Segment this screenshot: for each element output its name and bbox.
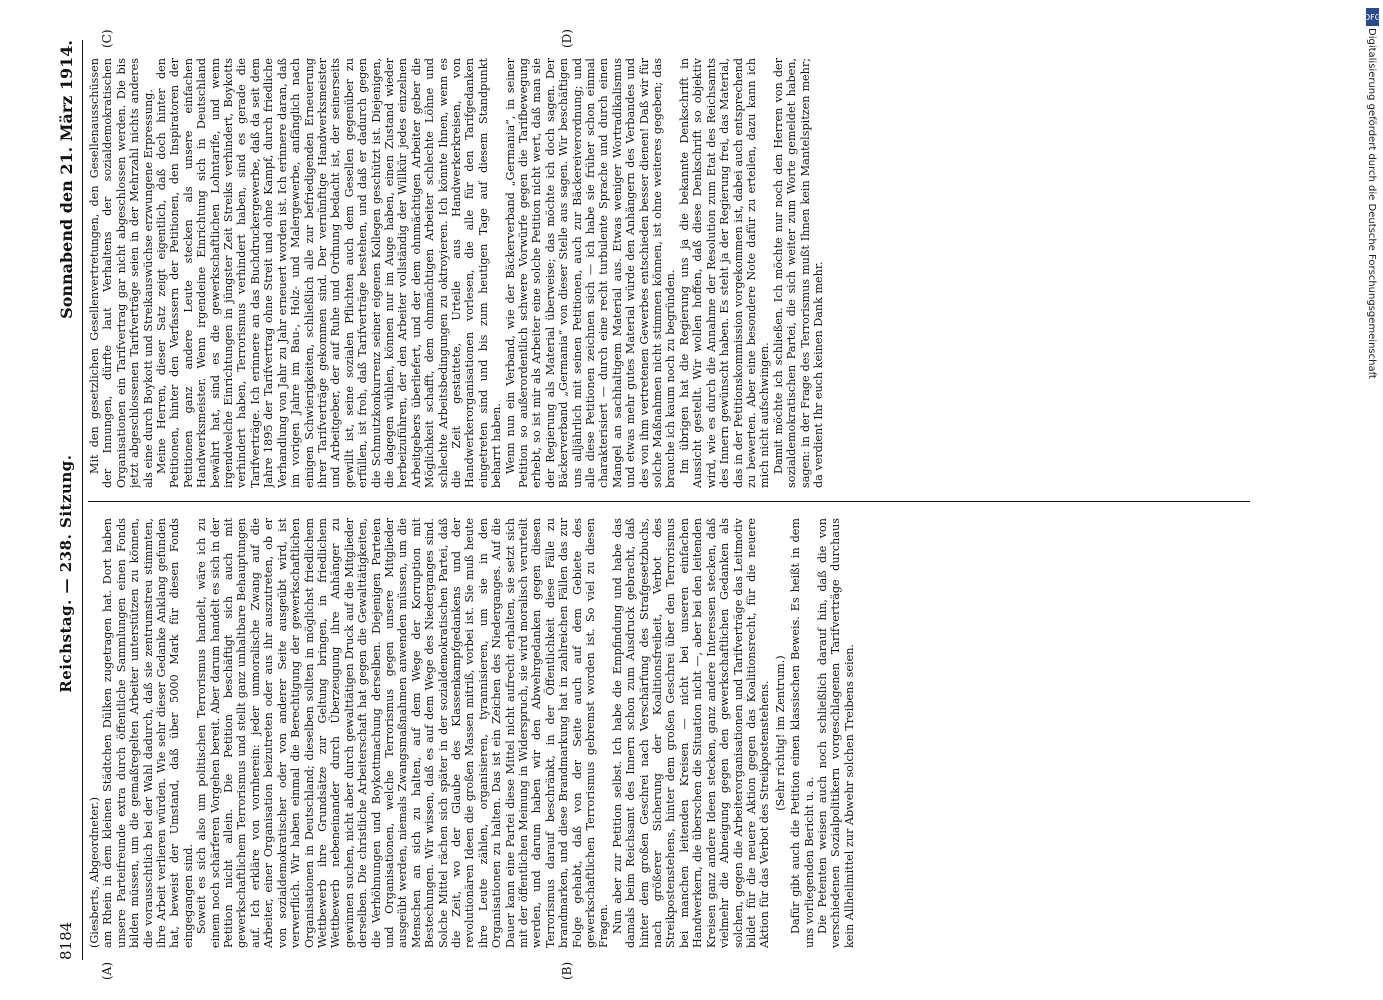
right-text-column [88,58,1246,488]
paragraph: Im übrigen hat die Regierung uns ja die bekannte Denkschrift in Aussicht gestellt. Wir wollen hoffen, daß diese Denkschrift so objektiv wird, wie es durch die Annahme der Resolution zum Etat des Reichsamts des Innern gewünscht haben. Es steht ja der Regierung frei, das Material, das in der Petitionskommission vorgekommen ist, dabei auch entsprechend zu bewerten. Aber eine besondere Note dafür zu erteilen, dazu kann ich mich nicht aufschwingen. [677,58,772,488]
margin-marker-c: (C) [100,29,114,48]
paragraph: Nun aber zur Petition selbst. Ich habe die Empfindung und habe das damals beim Reichsamt des Innern schon zum Ausdruck gebracht, daß hinter dem großen Geschrei nach Verschärfung des Strafgesetzbuchs, nach größerer Sicherung der Koalitionsfreiheit, Verbot des Streikpostenstehens, hinter dem großen Geschrei über den Terrorismus bei manchen leitenden Kreisen — nicht bei unseren einfachen Handwerkern, die überschen die Situation nicht —, aber bei den leitenden Kreisen ganz andere Ideen stecken, ganz andere Interessen stecken, daß vielmehr die Abneigung gegen den gewerkschaftlichen Gedanken als solchen, gegen die Arbeiterorganisationen und Tarifverträge das Leitmotiv bildet für die neuere Aktion gegen das Koalitionsrecht, für die neuere Aktion für das Verbot des Streikpostenstehens. [610,518,772,948]
digitization-credit [1365,8,1379,668]
paragraph: Soweit es sich also um politischen Terrorismus handelt, wäre ich zu einem noch schärferen Vorgehen bereit. Aber darum handelt es sich in der Petition nicht allein. Die Petition beschäftigt sich auch mit gewerkschaftlichem Terrorismus und stellt ganz unhaltbare Behauptungen auf. Ich erkläre von vornherein: jeder unmoralische Zwang auf die Arbeiter, einer Organisation beizutreten oder aus ihr auszutreten, ob er von sozialdemokratischer oder von anderer Seite ausgeübt wird, ist verwerflich. Wir haben einmal die Berechtigung der gewerkschaftlichen Organisationen in Deutschland; dieselben sollten in möglichst friedlichem Wettbewerb ihre Grundsätze zur Geltung bringen, in friedlichem Wettbewerb nebeneinander durch Überzeugung ihre Anhänger zu gewinnen suchen, nicht aber durch gewalttätigen Druck auf die Mitglieder derselben. Die christliche Arbeiterschaft hat gegen die Gewalttätigkeiten, die Verhöhnungen und Boykottmachung derselben. Diejenigen Parteien und Organisationen, welche Terrorismus gegen unsere Mitglieder ausgeübt werden, niemals Zwangsmaßnahmen anwenden müssen, um die Menschen an sich zu halten, auf dem Wege der Korruption mit Bestechungen. Wir wissen, daß es auf dem Wege des Niederganges sind. Solche Mittel rächen sich später in der sozialdemokratischen Partei, daß die Zeit, wo der Glaube des Klassenkampfgedankens und der revolutionären Ideen die großen Massen mitriß, vorbei ist. Sie muß heute ihre Leute zählen, organisieren, tyrannisieren, um sie in den Organisationen zu halten. Das ist ein Zeichen des Niederganges. Auf die Dauer kann eine Partei diese Mittel nicht aufrecht erhalten, sie setzt sich mit der öffentlichen Meinung in Widerspruch, sie wird moralisch verurteilt werden, und darum haben wir den Abwehrgedanken gegen diesen Terrorismus darauf beschränkt, in der Öffentlichkeit diese Fälle zu brandmarken, und diese Brandmarkung hat in zahlreichen Fällen das zur Folge gehabt, daß von der Seite auch auf dem Gebiete des gewerkschaftlichen Terrorismus gebremst worden ist. So viel zu diesen Fragen. [195,518,611,948]
paragraph: (Sehr richtig! im Zentrum.) [773,655,787,811]
credit-text: Digitalisierung gefördert durch die Deutsche Forschungsgemeinschaft [1366,28,1377,379]
page-number: 8184 [57,921,75,960]
paragraph: Damit möchte ich schließen. Ich möchte nur noch den Herren von der sozialdemokratischen Partei, die sich weiter zum Worte gemeldet haben, sagen: in der Frage des Terrorismus mußt Ihnen kein Mantelspitzen mehr; da verdient Ihr euch keinen Dank mehr. [771,58,825,488]
dfg-logo: DFG [1366,8,1379,26]
margin-marker-d: (D) [560,29,574,48]
paragraph: Dafür gibt auch die Petition einen klassischen Beweis. Es heißt in dem uns vorliegenden Bericht u. a. [789,518,816,948]
left-text-column [88,518,1246,948]
session-title: Reichstag. — 238. Sitzung. [57,454,75,693]
header-rule [82,40,83,960]
paragraph: Mit den gesetzlichen Gesellenvertretungen, den Gesellenausschüssen der Innungen, dürfte laut Verhaltens der sozialdemokratischen Organisationen ein Tarifvertrag gar nicht abgeschlossen werden. Die bis jetzt abgeschlossenen Tarifverträge seien in der Mehrzahl nichts anderes als eine durch Boykott und Streikauswüchse erzwungene Erpressung. [88,58,155,488]
session-date: Sonnabend den 21. März 1914. [56,40,76,319]
column-separator [88,501,1250,502]
paragraph: Wenn nun ein Verband, wie der Bäckerverband „Germania“, in seiner Petition so außerordentlich schwere Vorwürfe gegen die Tarifbewegung erhebt, so ist mir als Arbeiter eine solche Petition nicht wert, daß man sie der Regierung als Material überweise; das möchte ich doch sagen. Der Bäckerverband „Germania“ von dieser Stelle aus sagen. Wir beschäftigen uns alljährlich mit seinen Petitionen, auch zur Bäckereiverordnung; und alle diese Petitionen zeichnen sich — ich habe sie früher schon einmal charakterisiert — durch eine recht turbulente Sprache und durch einen Mangel an sachhaltigem Material aus. Etwas weniger Wortradikalismus und etwas mehr gutes Material würde den Anhängern des Verbandes und des von ihm vertretenen Gewerbes entschieden besser dienen! Daß wir für solche Maßnahmen nicht stimmen können, ist ohne weiteres gegeben; das brauche ich kaum noch zu begründen. [503,58,678,488]
page-header [52,40,80,960]
paragraph: Die Petenten weisen auch noch schließlich darauf hin, daß die von verschiedenen Sozialpolitikern vorgeschlagenen Tarifverträge durchaus kein Allheilmittel zur Abwehr solchen Treibens seien. [815,518,856,948]
paragraph: Meine Herren, dieser Satz zeigt eigentlich, daß doch hinter den Petitionen, hinter den Verfassern der Petitionen, den Inspiratoren der Petitionen ganz andere Leute stecken als unsere einfachen Handwerksmeister. Wenn irgendeine Einrichtung sich in Deutschland bewährt hat, sind es die gewerkschaftlichen Lohntarife, und wenn irgendwelche Einrichtungen in jüngster Zeit Streiks verhindert, Boykotts verhindert haben, Terrorismus verhindert haben, sind es gerade die Tarifverträge. Ich erinnere an das Buchdruckergewerbe, daß da seit dem Jahre 1895 der Tarifvertrag ohne Streit und ohne Kampf, durch friedliche Verhandlung von Jahr zu Jahr erneuert worden ist. Ich erinnere daran, daß im vorigen Jahre im Bau-, Holz- und Malergewerbe, anfänglich nach einigen Schwierigkeiten, schließlich alle zur befriedigenden Erneuerung ihrer Tarifverträge gekommen sind. Der vernünftige Handwerksmeister und Arbeitgeber, der auf Ruhe und Ordnung bedacht ist, der seinerseits gewillt ist, seine sozialen Pflichten auch dem Gesellen gegenüber zu erfüllen, ist froh, daß Tarifverträge bestehen, und daß er dadurch gegen die Schmutzkonkurrenz seiner eigenen Kollegen geschützt ist. Diejenigen, die dagegen wühlen, können nur im Auge haben, einen Zustand wieder herbeizuführen, der den Arbeiter vollständig der Willkür jedes einzelnen Arbeitgebers überliefert, und der dem ohnmächtigen Arbeiter geber die Möglichkeit schafft, dem ohnmächtigen Arbeiter schlechte Löhne und schlechte Arbeitsbedingungen zu oktroyieren. Ich könnte Ihnen, wenn es die Zeit gestattete, Urteile aus Handwerkerkreisen, von Handwerkerorganisationen vorlesen, die alle für den Tarifgedanken eingetreten sind und bis zum heutigen Tage auf diesem Standpunkt beharrt haben. [155,58,504,488]
margin-marker-a: (A) [100,961,114,980]
paragraph: (Giesberts, Abgeordneter.) [88,797,101,948]
margin-marker-b: (B) [560,961,574,980]
paragraph: am Rhein in dem kleinen Städtchen Dülken zugetragen hat. Dort haben unsere Parteifreunde extra durch öffentliche Sammlungen einen Fonds bilden müssen, um die gemaßregelten Arbeiter unterstützen zu können, die vorausschtlich bei der Wahl dadurch, daß sie zentrumstreu stimmten, ihre Arbeit verlieren würden. Wie sehr dieser Gedanke Anklang gefunden hat, beweist der Umstand, daß über 5000 Mark für diesen Fonds eingegangen sind. [101,518,195,948]
